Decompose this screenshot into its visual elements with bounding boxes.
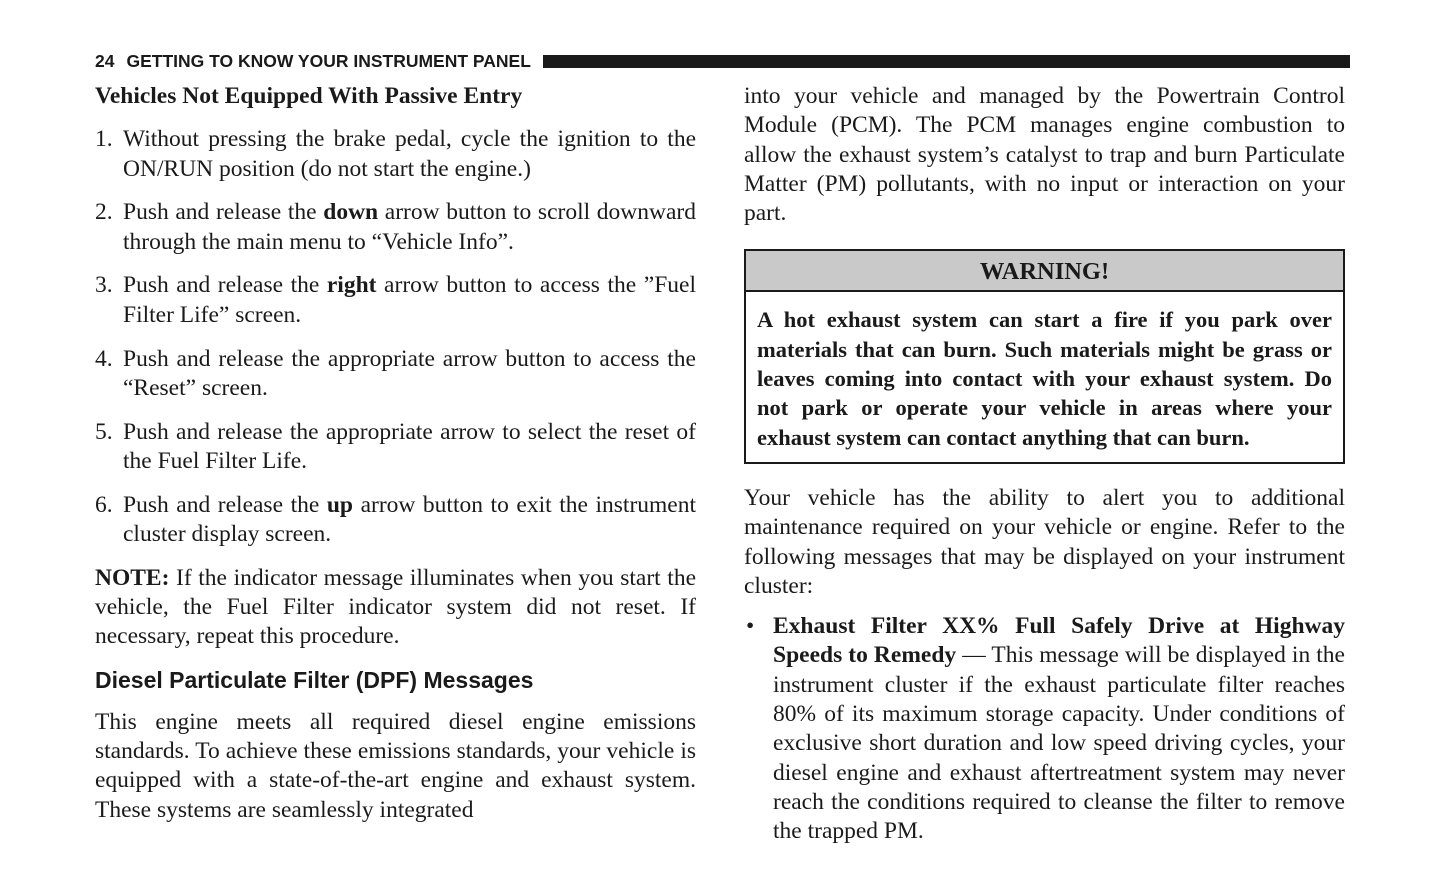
step-item [95,418,696,477]
step-item [95,125,696,184]
step-number: 5. [95,418,113,445]
warning-body: A hot exhaust system can start a fire if you park over materials that can burn. Such materials might be grass or leaves coming into contact with your exhaust system. Do not park or operate your vehicle in areas where your exhaust system can contact anything that can burn. [757,307,1332,450]
page-header [95,50,1350,72]
step-text: Push and release the appropriate arrow to select the reset of the Fuel Filter Life. [123,418,696,474]
page-number: 24 [95,50,115,71]
list-item-text [773,612,1345,846]
note-paragraph [95,564,696,652]
right-column [744,82,1345,847]
reset-steps-list [95,125,696,549]
step-item [95,271,696,330]
subheading-passive-entry: Vehicles Not Equipped With Passive Entry [95,83,523,109]
section-title-dpf: Diesel Particulate Filter (DPF) Messages [95,666,534,693]
bullet-icon: • [746,613,755,640]
step-text: Push and release the appropriate arrow button to access the “Reset” screen. [123,345,696,401]
message-description: — This message will be displayed in the instrument cluster if the exhaust particulate filter reaches 80% of its maximum storage capacity. Under conditions of exclusive short duration and low speed driving cycles, your diesel engine and exhaust aftertreatment system may never reach the conditions required to cleanse the filter to remove the trapped PM. [773,642,1345,845]
message-list [744,612,1345,846]
step-text: Push and release the up arrow button to exit the instrument cluster display screen. [123,491,697,548]
step-item [95,345,696,404]
step-text: Push and release the right arrow button to access the ”Fuel Filter Life” screen. [123,272,696,328]
running-header-title: GETTING TO KNOW YOUR INSTRUMENT PANEL [126,50,531,71]
continued-paragraph: into your vehicle and managed by the Powertrain Control Module (PCM). The PCM manages engine combustion to allow the exhaust system’s catalyst to trap and burn Particulate Matter (PM) pollutants, with no input or interaction on your part. [744,83,1345,227]
step-number: 6. [95,491,113,518]
list-item [744,612,1345,846]
step-number: 3. [95,272,113,299]
header-rule [543,55,1350,68]
dpf-intro-paragraph: This engine meets all required diesel engine emissions standards. To achieve these emissions standards, your vehicle is equipped with a state-of-the-art engine and exhaust system. These systems are seamlessly integrated [95,708,696,823]
step-item [95,491,696,550]
step-item [95,198,696,257]
step-number: 4. [95,345,113,372]
warning-box [744,249,1345,463]
warning-title: WARNING! [746,251,1343,292]
left-column [95,82,696,825]
message-name: Exhaust Filter XX% Full Safely Drive at Highway Speeds to Remedy [773,613,1345,669]
alert-paragraph: Your vehicle has the ability to alert you to additional maintenance required on your vehicle or engine. Refer to the following messages that may be displayed on your instrument cluster: [744,484,1345,599]
step-number: 2. [95,199,113,226]
note-label: NOTE: [95,564,170,591]
step-number: 1. [95,126,113,153]
step-text: Push and release the down arrow button to scroll downward through the main menu to “Vehicle Info”. [123,199,696,255]
step-text: Without pressing the brake pedal, cycle the ignition to the ON/RUN position (do not start the engine.) [123,126,696,182]
note-text: If the indicator message illuminates when you start the vehicle, the Fuel Filter indicator system did not reset. If necessary, repeat this procedure. [95,564,696,650]
